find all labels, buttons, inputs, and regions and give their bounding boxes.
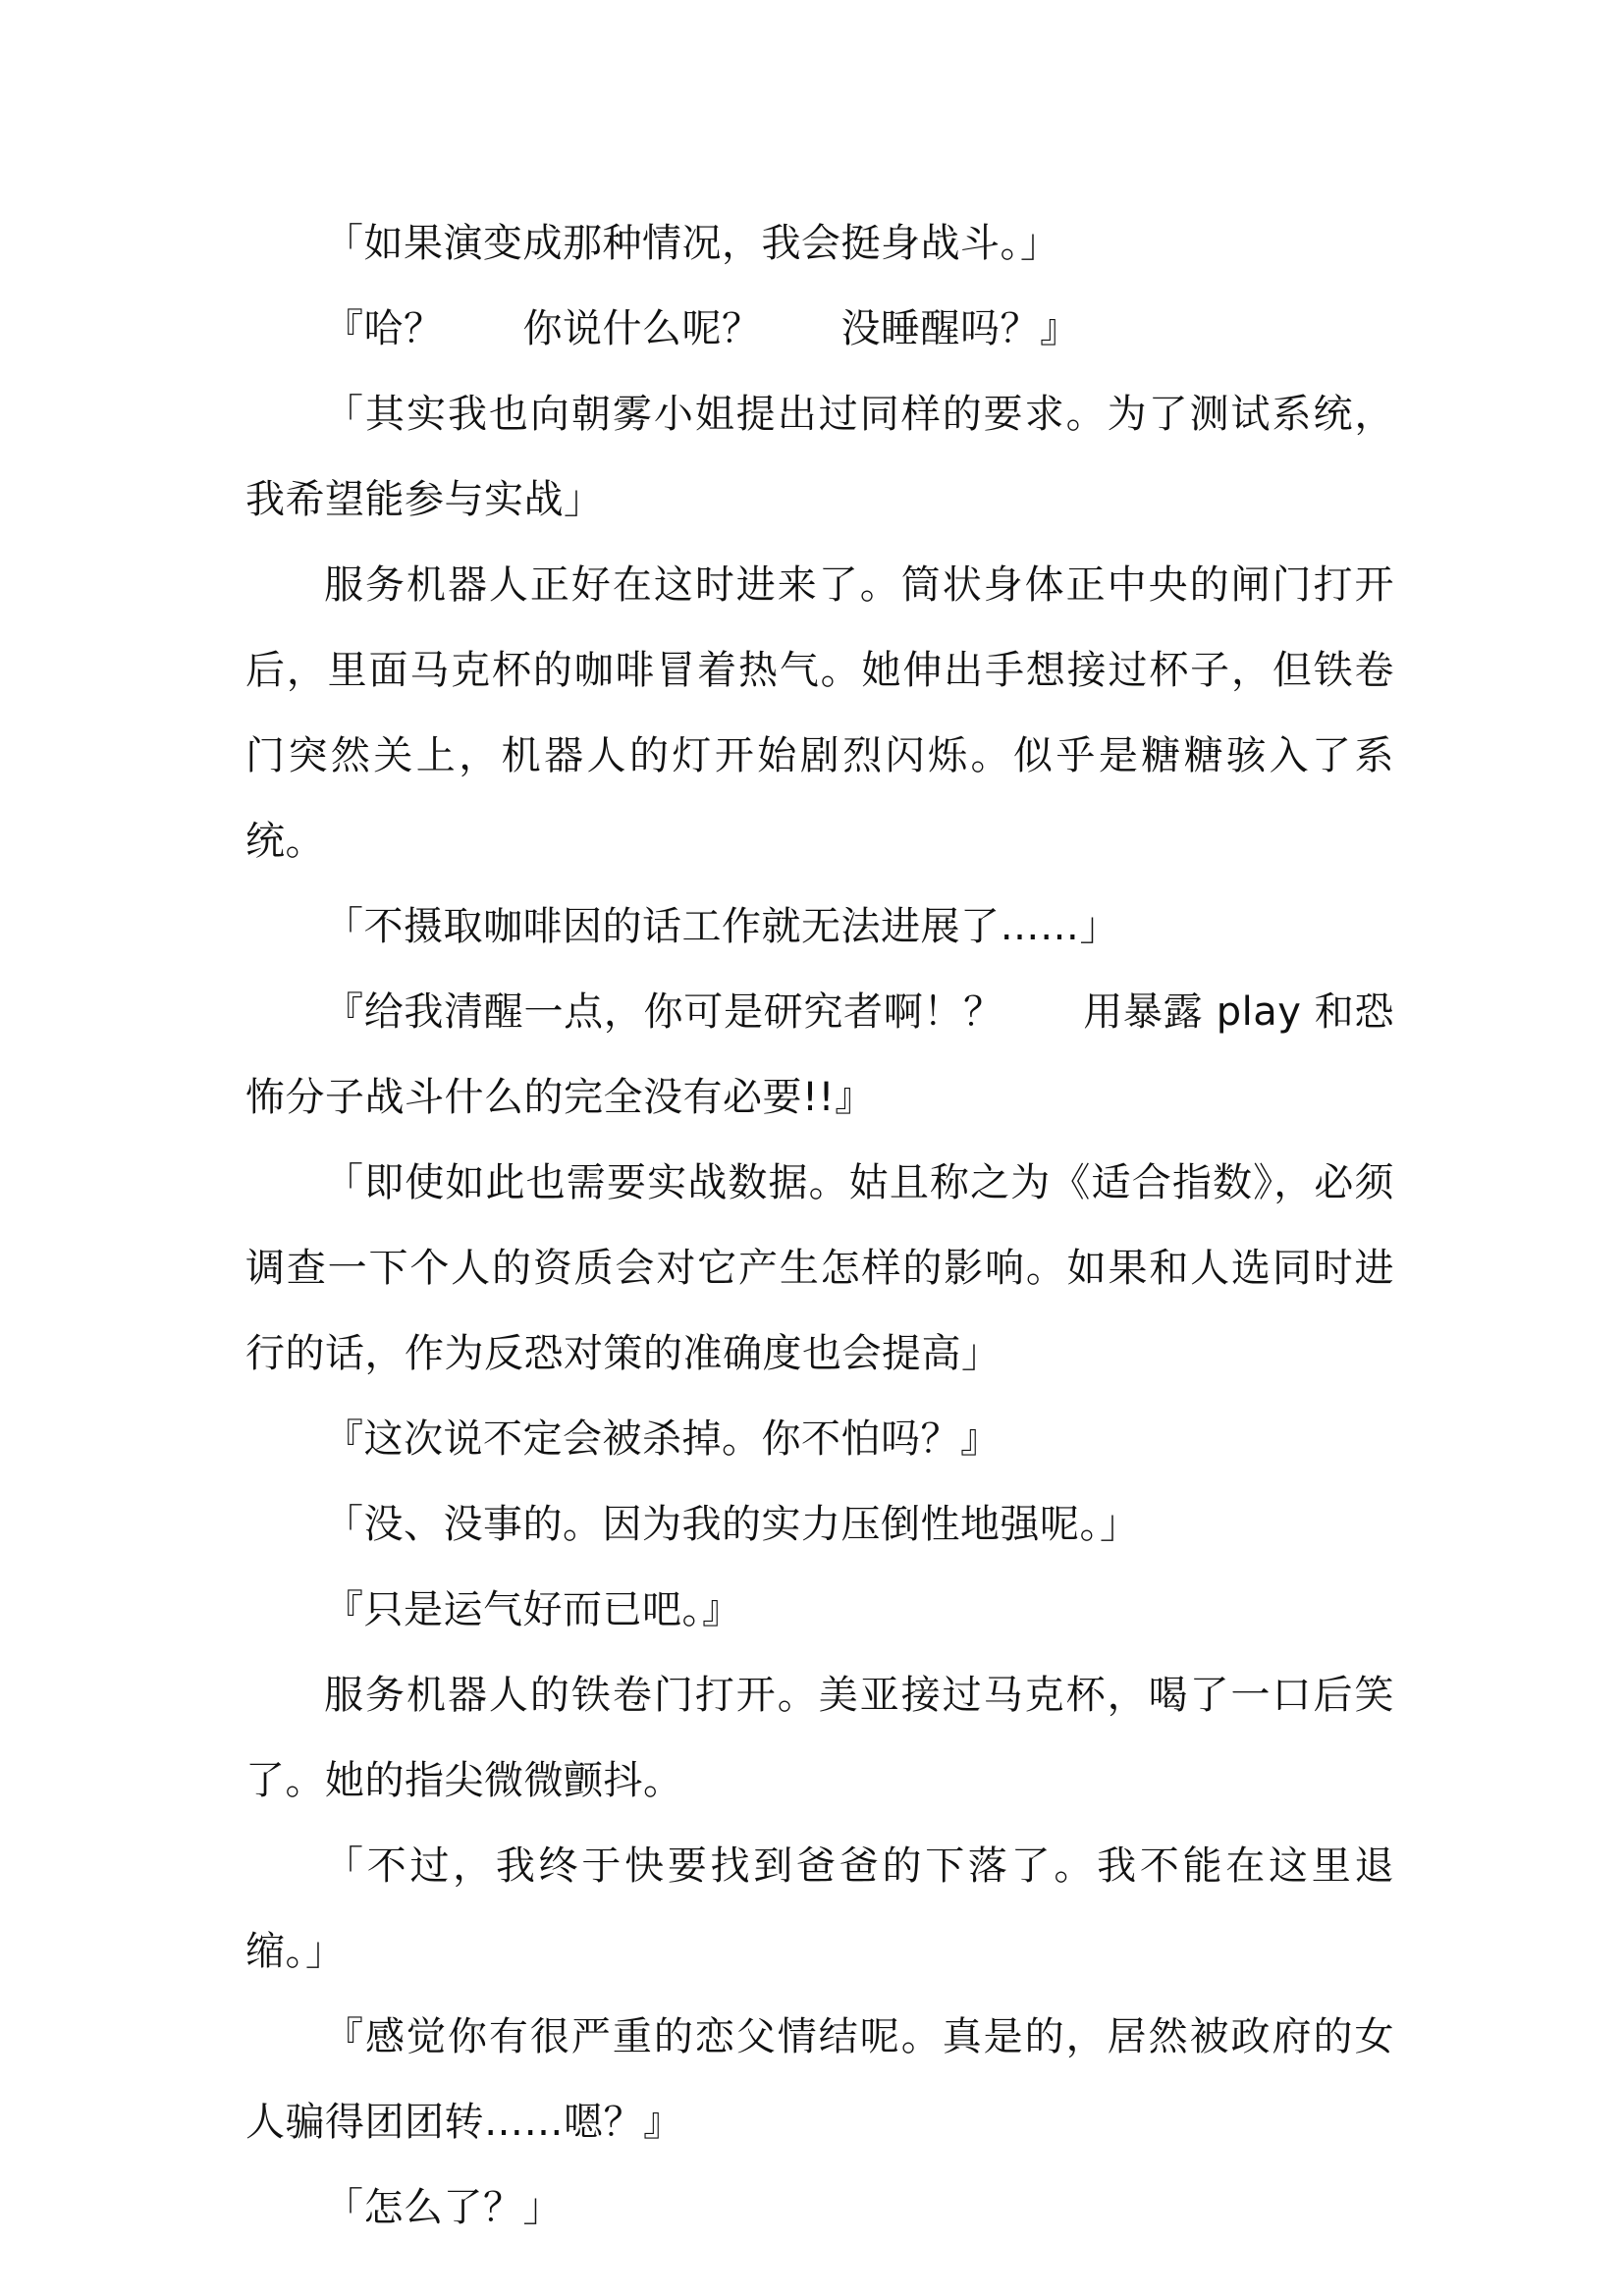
body-text [245,201,1394,2251]
paragraph: 『感觉你有很严重的恋父情结呢。真是的，居然被政府的女人骗得团团转……嗯？』 [245,2014,1394,2145]
paragraph: 「如果演变成那种情况，我会挺身战斗。」 [324,221,1060,266]
paragraph: 「不摄取咖啡因的话工作就无法进展了……」 [324,904,1119,949]
paragraph: 服务机器人正好在这时进来了。筒状身体正中央的闸门打开后，里面马克杯的咖啡冒着热气。她伸出手想接过杯子，但铁卷门突然关上，机器人的灯开始剧烈闪烁。似乎是糖糖骇入了系统。 [245,562,1394,864]
paragraph: 『哈？ 你说什么呢？ 没睡醒吗？』 [324,306,1080,351]
paragraph: 「其实我也向朝雾小姐提出过同样的要求。为了测试系统，我希望能参与实战」 [245,392,1394,522]
paragraph: 「没、没事的。因为我的实力压倒性地强呢。」 [324,1502,1140,1547]
paragraph: 「即使如此也需要实战数据。姑且称之为《适合指数》，必须调查一下个人的资质会对它产生怎样的影响。如果和人选同时进行的话，作为反恐对策的准确度也会提高」 [245,1160,1394,1376]
paragraph: 服务机器人的铁卷门打开。美亚接过马克杯，喝了一口后笑了。她的指尖微微颤抖。 [245,1673,1394,1803]
paragraph: 『这次说不定会被杀掉。你不怕吗？』 [324,1416,1001,1462]
paragraph: 「怎么了？」 [324,2185,563,2230]
paragraph: 『只是运气好而已吧。』 [324,1587,742,1632]
paragraph: 『给我清醒一点，你可是研究者啊！？ 用暴露 play 和恐怖分子战斗什么的完全没有必要!!』 [245,989,1394,1120]
paragraph: 「不过，我终于快要找到爸爸的下落了。我不能在这里退缩。」 [245,1843,1394,1974]
